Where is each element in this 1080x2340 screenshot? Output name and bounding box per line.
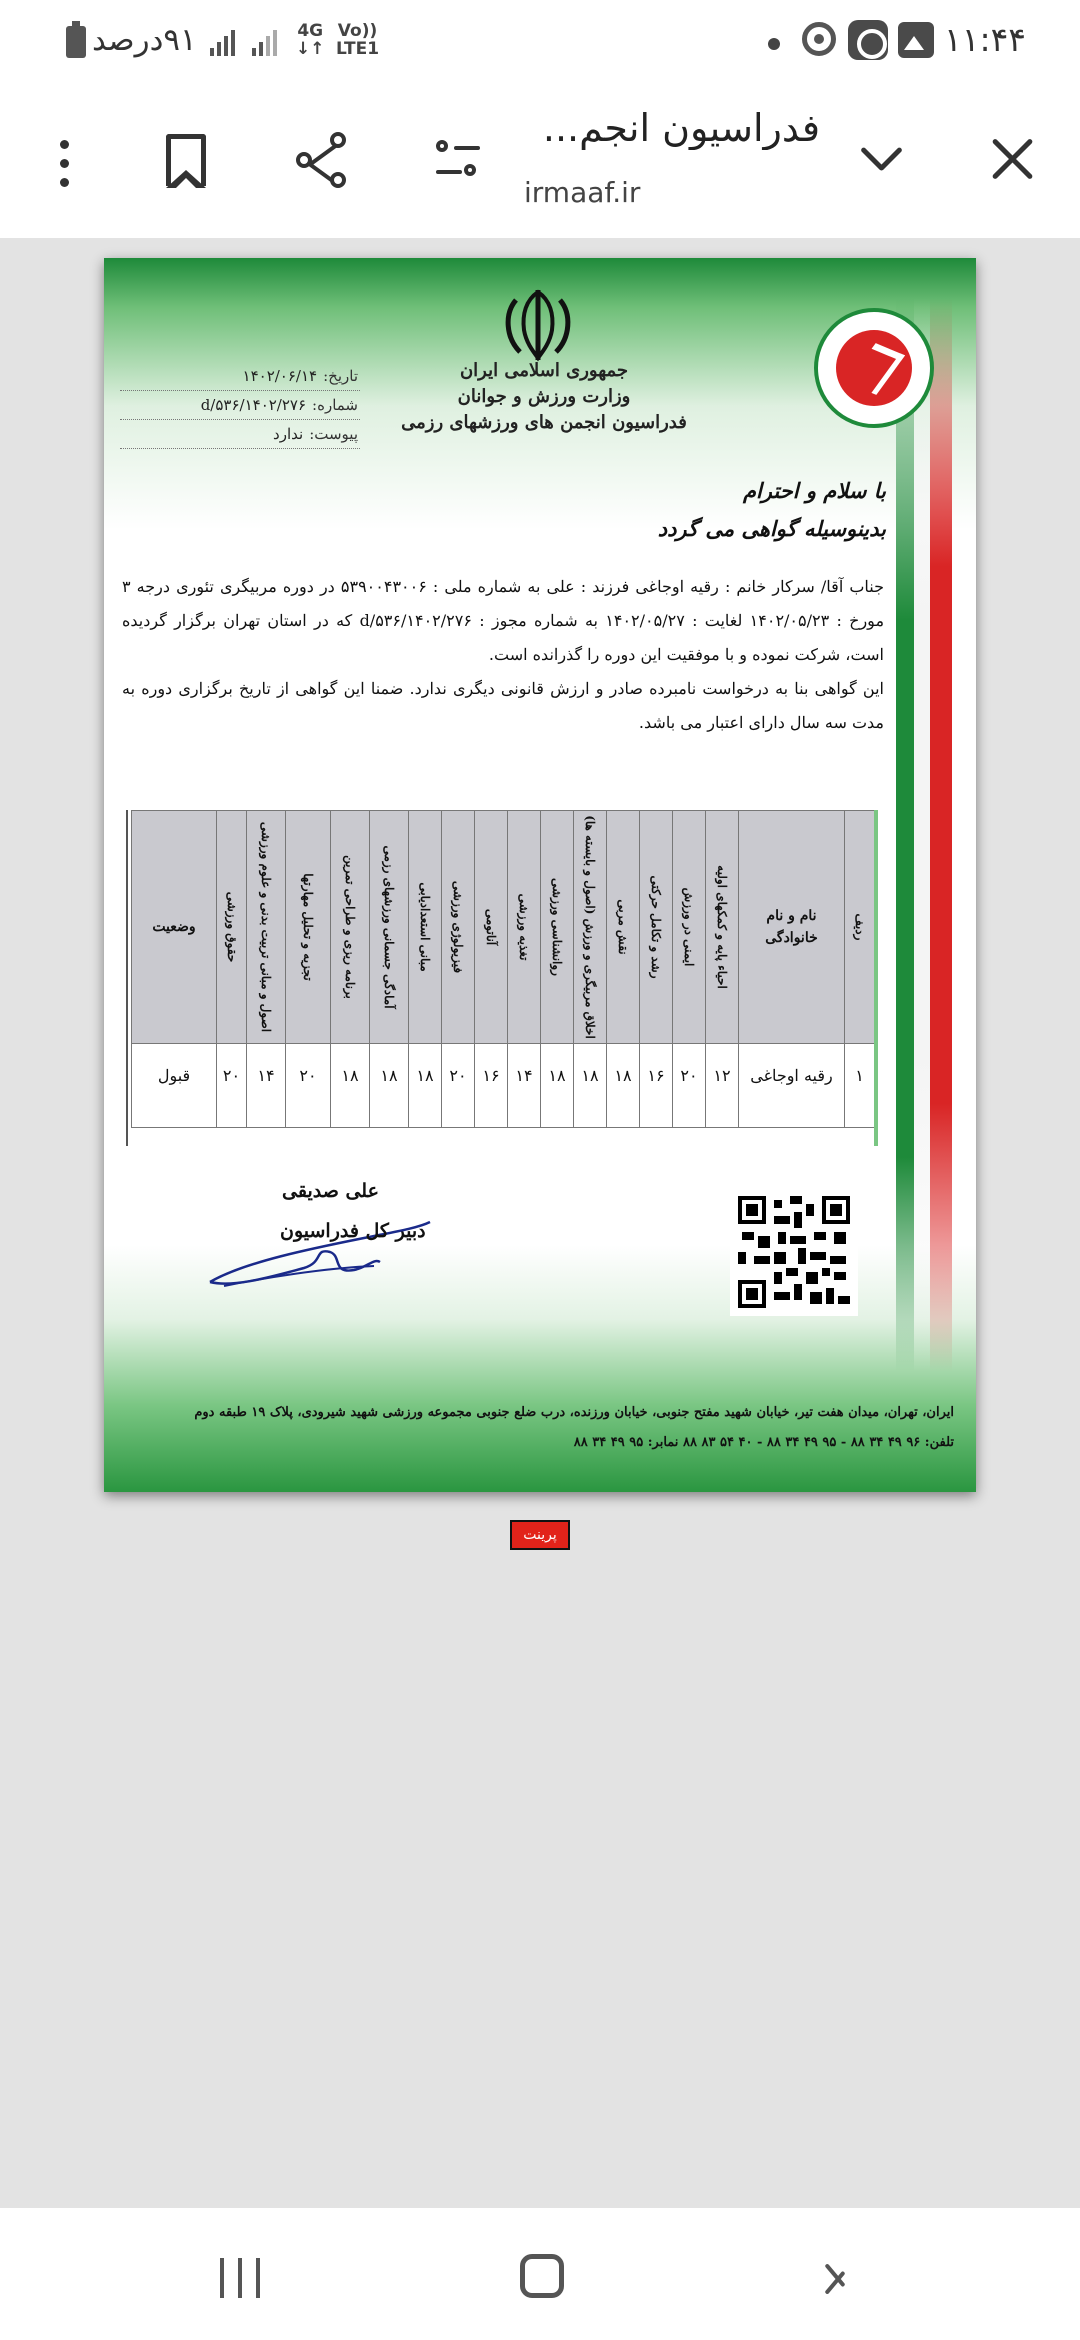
qr-code-icon bbox=[730, 1188, 858, 1316]
battery-percent: ۹۱درصد bbox=[92, 22, 197, 58]
table-header-cell bbox=[639, 810, 672, 1044]
table-cell: ۱۸ bbox=[330, 1044, 369, 1128]
status-bar bbox=[0, 0, 1080, 84]
custom-tab-toolbar bbox=[0, 84, 1080, 238]
table-cell: ۱۸ bbox=[540, 1044, 573, 1128]
network-indicator: 4G ↓↑ bbox=[296, 21, 325, 59]
table-cell: ۱۸ bbox=[606, 1044, 639, 1128]
table-header-label: احیاء پایه و کمکهای اولیه bbox=[715, 865, 729, 989]
bookmark-icon[interactable] bbox=[166, 134, 206, 186]
page-url[interactable]: irmaaf.ir bbox=[524, 176, 641, 209]
table-cell: ۱۴ bbox=[246, 1044, 285, 1128]
table-header-label: مبانی استعدادیابی bbox=[418, 882, 432, 972]
table-header-cell bbox=[844, 810, 874, 1044]
certificate-document bbox=[104, 258, 976, 1492]
flag-stripe-white bbox=[914, 298, 930, 1372]
body-paragraph-1: جناب آقا/ سرکار خانم : رقیه اوجاغی فرزند : علی به شماره ملی : ۵۳۹۰۰۴۳۰۰۶ در دوره مربیگری تئوری درجه ۳ مورخ : ۱۴۰۲/۰۵/۲۳ لغایت : ۱۴۰۲/۰۵/۲۷ به شماره مجوز : ۱۴۰۲/۲۷۶/d/۵۳۶ که در استان تهران برگزار گردیده است، شرکت نموده و با موفقیت این دوره را گذرانده است. bbox=[122, 577, 885, 664]
greeting: با سلام و احترام بدینوسیله گواهی می گردد bbox=[657, 478, 886, 541]
gallery-icon bbox=[898, 22, 934, 58]
table-header-label: نقش مربی bbox=[616, 899, 630, 955]
table-cell: رقیه اوجاغی bbox=[738, 1044, 844, 1128]
body-paragraph-2: این گواهی بنا به درخواست نامبرده صادر و ارزش قانونی دیگری ندارد. ضمنا این گواهی از تاریخ برگزاری دوره به مدت سه سال دارای اعتبار می باشد. bbox=[122, 679, 884, 732]
table-header-cell bbox=[507, 810, 540, 1044]
table-header-cell bbox=[216, 810, 246, 1044]
table-header-cell bbox=[738, 810, 844, 1044]
table-header-label: تغذیه ورزشی bbox=[517, 893, 531, 961]
header-line-2: وزارت ورزش و جوانان bbox=[457, 386, 631, 407]
document-meta bbox=[120, 362, 360, 449]
table-cell: ۱ bbox=[844, 1044, 874, 1128]
table-header-label: فیزیولوژی ورزشی bbox=[451, 880, 465, 974]
results-table bbox=[126, 810, 878, 1146]
home-icon[interactable] bbox=[520, 2254, 564, 2298]
recents-icon[interactable] bbox=[218, 2258, 262, 2298]
table-header-cell bbox=[330, 810, 369, 1044]
footer-address: ایران، تهران، میدان هفت تیر، خیابان شهید مفتح جنوبی، خیابان ورزنده، درب ضلع جنوبی مجموعه ورزشی شهید شیرودی، پلاک ۱۹ طبقه دوم bbox=[194, 1405, 954, 1420]
table-header-label: تجزیه و تحلیل مهارتها bbox=[301, 873, 315, 981]
signer-name: علی صدیقی bbox=[282, 1180, 379, 1202]
certificate-body bbox=[122, 570, 884, 740]
table-cell: ۲۰ bbox=[672, 1044, 705, 1128]
table-header-label: برنامه ریزی و طراحی تمرین bbox=[343, 855, 357, 999]
chevron-down-icon[interactable] bbox=[858, 136, 902, 180]
share-icon[interactable] bbox=[296, 132, 352, 192]
table-header-label: آمادگی جسمانی ورزشهای رزمی bbox=[382, 845, 396, 1009]
iran-emblem-icon bbox=[496, 286, 580, 366]
table-header-label: اصول و مبانی تربیت بدنی و علوم ورزشی bbox=[259, 821, 273, 1033]
table-cell: ۱۲ bbox=[705, 1044, 738, 1128]
chrome-icon bbox=[802, 22, 836, 56]
table-cell: قبول bbox=[131, 1044, 216, 1128]
signer-title: دبیر کل فدراسیون bbox=[280, 1220, 426, 1242]
table-header-label: روانشناسی ورزشی bbox=[550, 878, 564, 976]
clock: ۱۱:۴۴ bbox=[944, 20, 1027, 59]
table-cell: ۲۰ bbox=[441, 1044, 474, 1128]
table-cell: ۱۸ bbox=[408, 1044, 441, 1128]
table-header-cell bbox=[540, 810, 573, 1044]
table-header-cell bbox=[573, 810, 606, 1044]
table-header-cell bbox=[408, 810, 441, 1044]
table-cell: ۲۰ bbox=[216, 1044, 246, 1128]
federation-logo-icon bbox=[814, 308, 934, 428]
table-header-cell bbox=[246, 810, 285, 1044]
flag-stripe-red bbox=[930, 298, 952, 1372]
page-title: فدراسیون انجم... bbox=[542, 106, 820, 150]
table-header-label: آناتومی bbox=[484, 908, 498, 946]
battery-icon bbox=[66, 26, 86, 58]
table-header-label: نام و نام خانوادگی bbox=[765, 908, 818, 946]
document-header bbox=[354, 358, 734, 436]
meta-number: شماره:۱۴۰۲/۲۷۶/d/۵۳۶ bbox=[120, 391, 360, 420]
table-header-cell bbox=[606, 810, 639, 1044]
meta-attachment: پیوست:ندارد bbox=[120, 420, 360, 449]
meta-date: تاریخ:۱۴۰۲/۰۶/۱۴ bbox=[120, 362, 360, 391]
table-cell: ۱۴ bbox=[507, 1044, 540, 1128]
document-footer bbox=[124, 1398, 954, 1458]
site-settings-icon[interactable] bbox=[436, 140, 480, 180]
table-header-cell bbox=[705, 810, 738, 1044]
browser-app-icon bbox=[848, 20, 888, 60]
signal-icon-secondary bbox=[252, 28, 280, 56]
flag-stripe-green bbox=[896, 298, 914, 1372]
table-cell: ۱۸ bbox=[573, 1044, 606, 1128]
table-cell: ۱۶ bbox=[639, 1044, 672, 1128]
table-header-label: رشد و تکامل حرکتی bbox=[649, 875, 663, 979]
notification-dot-icon bbox=[768, 38, 780, 50]
more-options-icon[interactable] bbox=[58, 138, 70, 190]
signal-icon bbox=[210, 28, 238, 56]
table-cell: ۲۰ bbox=[285, 1044, 330, 1128]
table-header-cell bbox=[369, 810, 408, 1044]
back-icon[interactable] bbox=[830, 2256, 870, 2300]
table-cell: ۱۶ bbox=[474, 1044, 507, 1128]
table-header-label: حقوق ورزشی bbox=[224, 891, 239, 963]
header-line-1: جمهوری اسلامی ایران bbox=[459, 360, 629, 381]
print-button[interactable]: پرینت bbox=[510, 1520, 570, 1550]
table-header-cell bbox=[131, 810, 216, 1044]
table-cell: ۱۸ bbox=[369, 1044, 408, 1128]
system-nav-bar bbox=[0, 2208, 1080, 2340]
table-header-label: وضعیت bbox=[152, 919, 196, 935]
volte-indicator: Vo)) LTE1 bbox=[336, 21, 380, 59]
table-header-cell bbox=[441, 810, 474, 1044]
footer-phone: تلفن: ۹۶ ۴۹ ۳۴ ۸۸ - ۹۵ ۴۹ ۳۴ ۸۸ - ۴۰ ۵۴ ۸۳ ۸۸ نمابر: ۹۵ ۴۹ ۳۴ ۸۸ bbox=[573, 1435, 954, 1450]
header-line-3: فدراسیون انجمن های ورزشهای رزمی bbox=[401, 412, 687, 433]
table-header-label: ایمنی در ورزش bbox=[682, 887, 696, 967]
table-header-label: ردیف bbox=[852, 913, 867, 941]
table-header-cell bbox=[285, 810, 330, 1044]
table-header-cell bbox=[474, 810, 507, 1044]
table-header-label: اخلاق مربیگری و ورزش (اصول و بایسته ها) bbox=[583, 815, 597, 1039]
table-header-cell bbox=[672, 810, 705, 1044]
close-icon[interactable] bbox=[988, 134, 1038, 184]
